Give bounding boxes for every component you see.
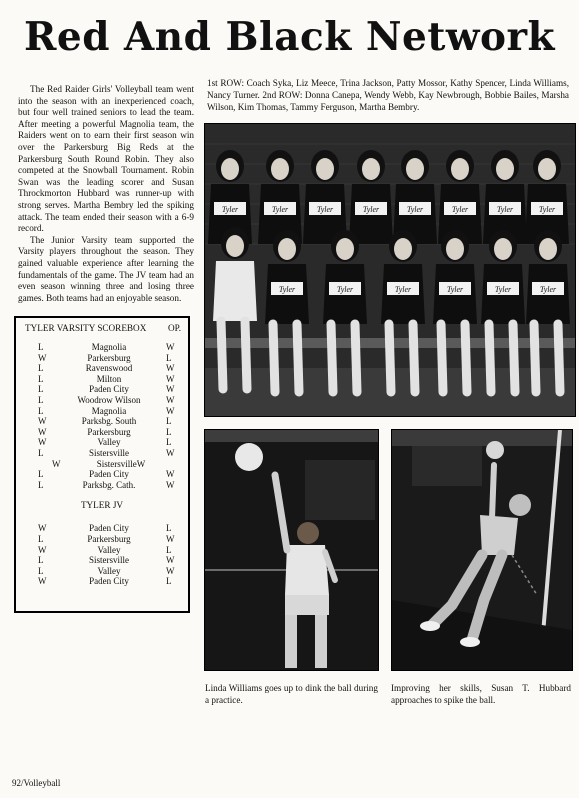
opponent-cell: Valley [97,565,121,576]
opponent-cell: Sistersville [89,447,129,458]
dink-photo-illustration [205,430,378,670]
caption-right: Improving her skills, Susan T. Hubbard approaches to spike the ball. [391,683,571,705]
opponent-cell: Valley [97,437,121,448]
score-row [16,523,188,534]
score-row [16,437,188,448]
opponent-cell: Parkersburg [87,533,131,544]
result-cell: L [38,447,44,458]
opponent-result-cell: W [166,469,175,480]
score-row [16,363,188,374]
opponent-result-cell: L [166,416,172,427]
jersey-lettering: Tyler [316,205,334,214]
opponent-cell: Paden City [89,469,129,480]
jersey-lettering: Tyler [494,285,512,294]
caption-left: Linda Williams goes up to dink the ball during a practice. [205,683,378,705]
score-row [16,469,188,480]
opponent-result-cell: L [166,523,172,534]
opponent-cell: Parksbg. Cath. [82,479,136,490]
jersey-lettering: Tyler [271,205,289,214]
opponent-cell: Paden City [89,576,129,587]
opponent-cell: Sistersville [89,555,129,566]
result-cell: L [38,373,44,384]
practice-photo-right [391,429,573,671]
page-title: Red And Black Network [23,14,556,60]
result-cell: W [38,416,47,427]
opponent-result-cell: W [166,342,175,352]
jersey-lettering: Tyler [496,205,514,214]
opponent-result-cell: W [166,363,175,374]
jersey-lettering: Tyler [539,285,557,294]
opponent-cell: Woodrow Wilson [77,394,141,405]
jv-results [16,523,188,587]
intro-text [18,84,194,304]
score-row [16,555,188,566]
score-row [16,416,188,427]
score-row [16,395,188,406]
jersey-lettering: Tyler [336,285,354,294]
opponent-result-cell: W [166,479,175,490]
page-folio: 92/Volleyball [12,778,61,788]
result-cell: L [38,342,44,352]
result-cell: L [38,469,44,480]
result-cell: L [38,533,44,544]
score-row [16,566,188,577]
opponent-result-cell: W [166,384,175,395]
opponent-result-cell: W [166,373,175,384]
opponent-result-cell: W [166,405,175,416]
score-row [16,384,188,395]
result-cell: L [38,555,44,566]
varsity-results [16,342,188,490]
intro-paragraph-1: The Red Raider Girls' Volleyball team went into the season with an inexperienced coach, but four well trained seniors to lead the team. After meeting a powerful Magnolia team, the Raiders went on to earn their first season win over the Parkersburg Big Reds at the Parkersburg South Round Robin. They also competed at the Snowball Tournament. Robin Swan was the leading scorer and Susan Throckmorton Hubbard was runner-up with strong serves. Martha Bembry led the spiking attack. The team ended their season with a 6-9 record. [18,84,194,234]
opponent-result-cell: L [166,437,172,448]
result-cell: L [38,479,44,490]
score-row [16,459,188,470]
opponent-cell: Valley [97,544,121,555]
jersey-lettering: Tyler [446,285,464,294]
scorebox-heading: TYLER VARSITY SCOREBOX [25,323,147,333]
opponent-result-cell: L [166,576,172,587]
opponent-cell: Magnolia [91,405,127,416]
result-cell: W [38,576,47,587]
score-row [16,480,188,491]
opponent-cell: SistersvilleW [96,458,146,469]
result-cell: W [38,544,47,555]
scorebox-op-label: OP. [167,323,181,333]
score-row [16,545,188,556]
opponent-result-cell: L [166,544,172,555]
team-photo-illustration [205,124,575,416]
opponent-result-cell: W [166,447,175,458]
score-row [16,353,188,364]
jersey-lettering: Tyler [394,285,412,294]
opponent-result-cell: W [166,555,175,566]
opponent-cell: Paden City [89,523,129,534]
opponent-cell: Parkersburg [87,352,131,363]
opponent-result-cell: W [166,565,175,576]
jersey-lettering: Tyler [406,205,424,214]
opponent-result-cell: L [166,426,172,437]
result-cell: W [38,426,47,437]
practice-photo-left [204,429,379,671]
opponent-cell: Parksbg. South [81,416,137,427]
opponent-cell: Magnolia [91,342,127,352]
result-cell: W [38,437,47,448]
jersey-lettering: Tyler [538,205,556,214]
score-row [16,427,188,438]
jersey-lettering: Tyler [451,205,469,214]
opponent-cell: Parkersburg [87,426,131,437]
result-cell: L [38,565,44,576]
opponent-result-cell: W [166,533,175,544]
spike-photo-illustration [392,430,572,670]
opponent-cell: Ravenswood [85,363,133,374]
team-photo-caption: 1st ROW: Coach Syka, Liz Meece, Trina Jackson, Patty Mossor, Kathy Spencer, Linda Williams, Nancy Turner. 2nd ROW: Donna Canepa, Wendy Webb, Kay Newbrough, Bobbie Bailes, Marsha Wilson, Kim Thomas, Tammy Ferguson, Martha Bembry. [207,78,569,112]
opponent-result-cell: L [166,352,172,363]
result-cell: W [52,458,61,469]
intro-paragraph-2: The Junior Varsity team supported the Varsity players throughout the season. They gained valuable experience after learning the fundamentals of the game. The JV team had an even season winning three and losing three games. Both teams had an enjoyable season. [18,234,194,303]
result-cell: L [38,405,44,416]
score-row [16,406,188,417]
score-row [16,374,188,385]
opponent-result-cell: W [166,394,175,405]
scorebox [14,316,190,613]
score-row [16,342,188,353]
jv-heading: TYLER JV [80,500,124,511]
score-row [16,448,188,459]
jersey-lettering: Tyler [362,205,380,214]
jersey-lettering: Tyler [221,205,239,214]
scorebox-header [16,318,188,333]
opponent-cell: Milton [96,373,122,384]
result-cell: L [38,384,44,395]
score-row [16,576,188,587]
result-cell: L [38,394,44,405]
score-row [16,534,188,545]
result-cell: L [38,363,44,374]
opponent-cell: Paden City [89,384,129,395]
result-cell: W [38,523,47,534]
team-photo [204,123,576,417]
jersey-lettering: Tyler [278,285,296,294]
result-cell: W [38,352,47,363]
